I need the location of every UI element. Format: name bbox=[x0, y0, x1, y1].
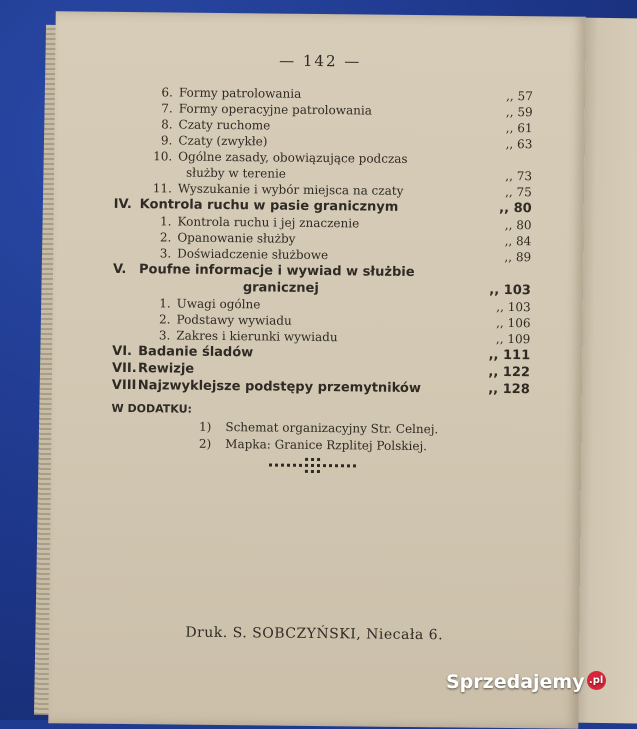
toc-entry-number: IV. bbox=[113, 196, 132, 213]
watermark-dot-icon: .pl bbox=[587, 671, 606, 690]
toc-entry-number: VIII bbox=[111, 377, 137, 394]
toc-entry-page: ,, 57 bbox=[506, 88, 533, 104]
page-number: — 142 — bbox=[279, 51, 362, 71]
toc-entry-title: Poufne informacje i wywiad w służbie bbox=[138, 262, 415, 281]
toc-entry-page: ,, 80 bbox=[499, 200, 532, 217]
toc-entry-number: 11. bbox=[152, 181, 172, 196]
toc-entry-number: 9. bbox=[160, 133, 173, 148]
toc-entry-number: 1. bbox=[160, 214, 172, 229]
toc-entry-page: ,, 111 bbox=[489, 347, 531, 364]
toc-entry-title: Doświadczenie służbowe bbox=[177, 246, 329, 263]
toc-entry-title: Formy patrolowania bbox=[178, 85, 302, 101]
toc-entry-number: VI. bbox=[112, 343, 133, 360]
table-of-contents bbox=[111, 84, 533, 456]
toc-entry-title: granicznej bbox=[242, 280, 319, 297]
watermark-text: Sprzedajemy bbox=[446, 671, 585, 693]
toc-entry-title: Podstawy wywiadu bbox=[176, 312, 292, 328]
book-page bbox=[48, 11, 585, 729]
toc-entry-title: służby w terenie bbox=[185, 165, 287, 181]
toc-entry-title: Czaty (zwykłe) bbox=[178, 133, 268, 149]
toc-entry-page: ,, 63 bbox=[506, 136, 533, 152]
toc-entry-page: ,, 128 bbox=[488, 381, 530, 398]
appendix-item-text: Schemat organizacyjny Str. Celnej. bbox=[225, 420, 439, 437]
toc-entry-page: ,, 73 bbox=[505, 168, 532, 184]
appendix-item-text: Mapka: Granice Rzplitej Polskiej. bbox=[225, 437, 428, 454]
toc-entry-page: ,, 103 bbox=[496, 299, 531, 315]
toc-entry-number: 2. bbox=[159, 230, 172, 245]
appendix-item-number: 1) bbox=[198, 419, 212, 434]
toc-entry-title: Rewizje bbox=[137, 361, 195, 377]
toc-entry-number: 3. bbox=[158, 328, 171, 343]
toc-entry-page: ,, 61 bbox=[506, 120, 533, 136]
toc-entry-number: 2. bbox=[158, 312, 171, 327]
toc-entry-title: Ogólne zasady, obowiązujące podczas bbox=[178, 149, 408, 166]
toc-entry-page: ,, 80 bbox=[505, 217, 532, 233]
printer-imprint: Druk. S. SOBCZYŃSKI, Niecała 6. bbox=[185, 624, 444, 644]
toc-entry-title: Czaty ruchome bbox=[178, 117, 271, 133]
toc-entry-page: ,, 122 bbox=[488, 364, 530, 381]
toc-entry-title: Kontrola ruchu i jej znaczenie bbox=[177, 214, 360, 231]
sprzedajemy-watermark bbox=[446, 671, 606, 693]
toc-entry bbox=[112, 377, 530, 398]
toc-entry-number: 1. bbox=[159, 296, 171, 311]
toc-entry-title: Kontrola ruchu w pasie granicznym bbox=[139, 197, 399, 215]
toc-entry-page: ,, 106 bbox=[496, 315, 531, 331]
toc-entry-title: Najzwyklejsze podstępy przemytników bbox=[137, 378, 421, 397]
toc-entry-title: Badanie śladów bbox=[138, 344, 254, 361]
toc-entry-page: ,, 75 bbox=[505, 184, 532, 200]
toc-entry-number: 8. bbox=[161, 117, 173, 132]
appendix-item-number: 2) bbox=[198, 436, 212, 451]
toc-entry-title: Wyszukanie i wybór miejsca na czaty bbox=[177, 181, 404, 198]
toc-entry-page: ,, 103 bbox=[489, 282, 531, 299]
appendix-title: W DODATKU: bbox=[111, 401, 193, 416]
appendix-item bbox=[111, 435, 529, 456]
toc-entry-number: V. bbox=[112, 261, 127, 277]
toc-entry-page: ,, 89 bbox=[504, 249, 531, 265]
toc-entry-page: ,, 59 bbox=[506, 104, 533, 120]
toc-entry-title: Zakres i kierunki wywiadu bbox=[176, 328, 338, 345]
toc-entry-number: 3. bbox=[159, 246, 172, 261]
ornament-divider bbox=[269, 454, 369, 483]
toc-entry-number: 6. bbox=[161, 85, 173, 100]
toc-entry-title: Formy operacyjne patrolowania bbox=[178, 101, 372, 118]
toc-entry-page: ,, 109 bbox=[496, 331, 531, 347]
toc-entry-number: 10. bbox=[153, 149, 173, 164]
toc-entry-number: 7. bbox=[161, 101, 173, 116]
toc-entry-title: Opanowanie służby bbox=[177, 230, 296, 246]
toc-entry-number: VII. bbox=[111, 360, 137, 377]
toc-entry-title: Uwagi ogólne bbox=[176, 296, 261, 312]
toc-entry-page: ,, 84 bbox=[505, 233, 532, 249]
